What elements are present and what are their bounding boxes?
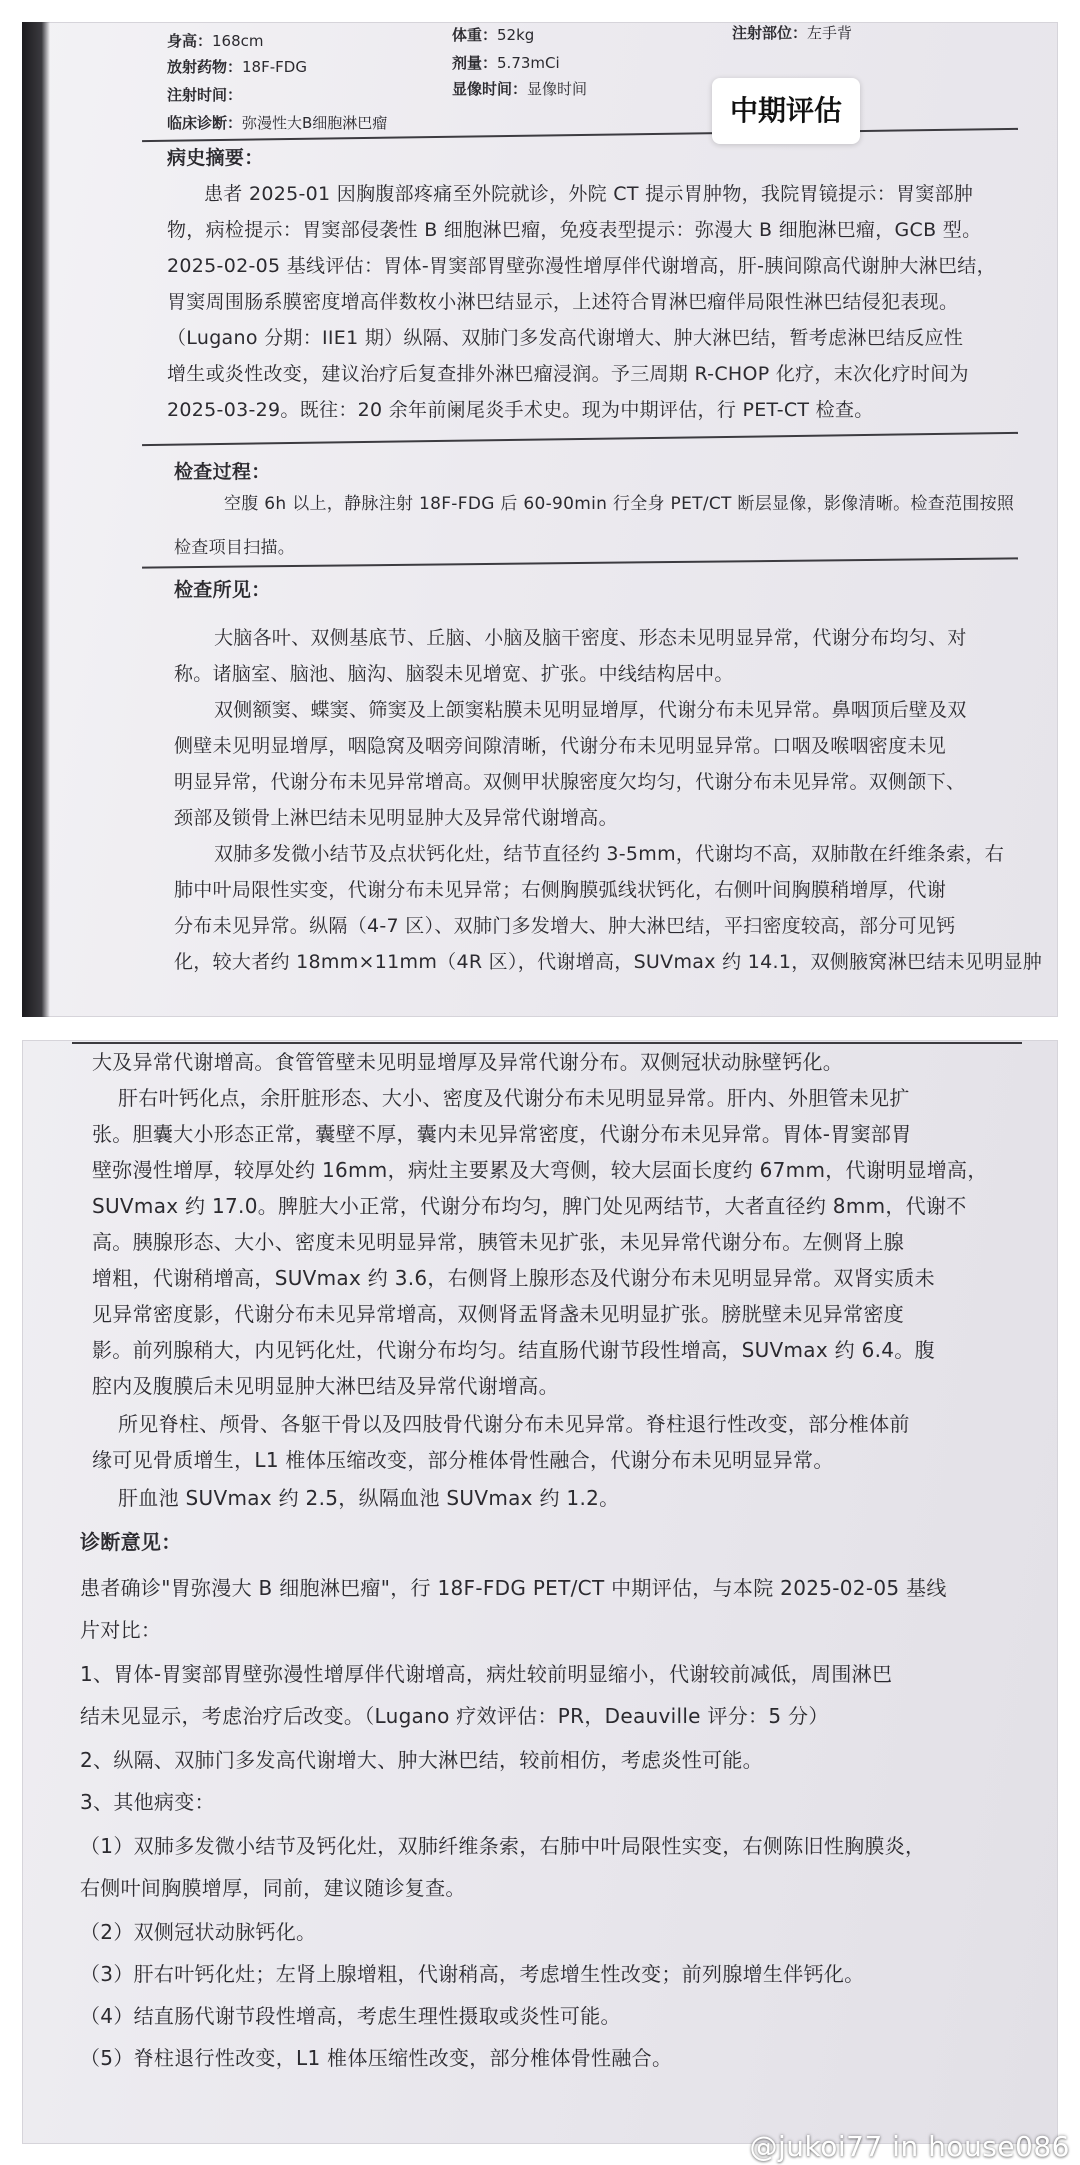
- diagnosis-line: 右侧叶间胸膜增厚，同前，建议随诊复查。: [80, 1876, 466, 1900]
- section-divider: [72, 1042, 1022, 1044]
- history-line: （Lugano 分期：IIE1 期）纵隔、双肺门多发高代谢增大、肿大淋巴结，暂考虑淋巴结反应性: [167, 327, 964, 349]
- findings-title: 检查所见：: [174, 579, 271, 601]
- diagnosis-line: （5）脊柱退行性改变，L1 椎体压缩性改变，部分椎体骨性融合。: [80, 2046, 673, 2070]
- report-photo-top: [22, 22, 1058, 1017]
- findings-line: 双侧额窦、蝶窦、筛窦及上颌窦粘膜未见明显增厚，代谢分布未见异常。鼻咽顶后壁及双: [214, 699, 967, 721]
- findings-line: 所见脊柱、颅骨、各躯干骨以及四肢骨代谢分布未见异常。脊柱退行性改变，部分椎体前: [118, 1412, 910, 1436]
- history-line: 增生或炎性改变，建议治疗后复查排外淋巴瘤浸润。予三周期 R-CHOP 化疗，末次化疗时间为: [167, 363, 969, 385]
- dose-field: 剂量：5.73mCi: [452, 54, 560, 72]
- injection-time-field: 注射时间：: [167, 86, 243, 104]
- watermark-text: @jukoi77 in house086: [749, 2130, 1070, 2163]
- findings-line: 肝右叶钙化点，余肝脏形态、大小、密度及代谢分布未见明显异常。肝内、外胆管未见扩: [118, 1086, 910, 1110]
- findings-line: 缘可见骨质增生，L1 椎体压缩改变，部分椎体骨性融合，代谢分布未见明显异常。: [92, 1448, 834, 1472]
- history-line: 2025-03-29。既往：20 余年前阑尾炎手术史。现为中期评估，行 PET-CT 检查。: [167, 399, 874, 421]
- diagnosis-line: 结未见显示，考虑治疗后改变。（Lugano 疗效评估：PR，Deauville 评分：5 分）: [80, 1704, 829, 1728]
- tracer-field: 放射药物：18F-FDG: [167, 58, 307, 76]
- history-line: 2025-02-05 基线评估：胃体-胃窦部胃壁弥漫性增厚伴代谢增高，肝-胰间隙高代谢肿大淋巴结，: [167, 255, 996, 277]
- injection-site-field: 注射部位：左手背: [732, 24, 853, 42]
- findings-line: 影。前列腺稍大，内见钙化灶，代谢分布均匀。结直肠代谢节段性增高，SUVmax 约 6.4。腹: [92, 1338, 935, 1362]
- findings-line: 颈部及锁骨上淋巴结未见明显肿大及异常代谢增高。: [174, 807, 618, 829]
- findings-line: 大脑各叶、双侧基底节、丘脑、小脑及脑干密度、形态未见明显异常，代谢分布均匀、对: [214, 627, 967, 649]
- findings-line: 双肺多发微小结节及点状钙化灶，结节直径约 3-5mm，代谢均不高，双肺散在纤维条索，右: [214, 843, 1004, 865]
- clinical-diagnosis-field: 临床诊断：弥漫性大B细胞淋巴瘤: [167, 114, 388, 132]
- diagnosis-title: 诊断意见：: [80, 1530, 182, 1554]
- findings-line: 肝血池 SUVmax 约 2.5，纵隔血池 SUVmax 约 1.2。: [118, 1486, 620, 1510]
- diagnosis-line: （2）双侧冠状动脉钙化。: [80, 1920, 317, 1944]
- findings-line: 腔内及腹膜后未见明显肿大淋巴结及异常代谢增高。: [92, 1374, 559, 1398]
- findings-line: 增粗，代谢稍增高，SUVmax 约 3.6，右侧肾上腺形态及代谢分布未见明显异常。双肾实质未: [92, 1266, 935, 1290]
- diagnosis-line: 3、其他病变：: [80, 1790, 215, 1814]
- findings-line: 分布未见异常。纵隔（4-7 区）、双肺门多发增大、肿大淋巴结，平扫密度较高，部分可见钙: [174, 915, 956, 937]
- findings-line: 化，较大者约 18mm×11mm（4R 区），代谢增高，SUVmax 约 14.1，双侧腋窝淋巴结未见明显肿: [174, 951, 1043, 973]
- diagnosis-line: 片对比：: [80, 1618, 162, 1642]
- process-line: 空腹 6h 以上，静脉注射 18F-FDG 后 60-90min 行全身 PET/CT 断层显像，影像清晰。检查范围按照: [224, 494, 1015, 514]
- findings-line: 壁弥漫性增厚，较厚处约 16mm，病灶主要累及大弯侧，较大层面长度约 67mm，代谢明显增高，: [92, 1158, 988, 1182]
- findings-line: 大及异常代谢增高。食管管壁未见明显增厚及异常代谢分布。双侧冠状动脉壁钙化。: [92, 1050, 844, 1074]
- section-divider: [142, 432, 1018, 446]
- diagnosis-line: （3）肝右叶钙化灶；左肾上腺增粗，代谢稍高，考虑增生性改变；前列腺增生伴钙化。: [80, 1962, 865, 1986]
- imaging-time-field: 显像时间：显像时间: [452, 80, 588, 98]
- findings-line: 见异常密度影，代谢分布未见异常增高，双侧肾盂肾盏未见明显扩张。膀胱壁未见异常密度: [92, 1302, 904, 1326]
- process-line: 检查项目扫描。: [174, 538, 296, 558]
- report-photo-bottom: [22, 1040, 1058, 2144]
- history-line: 物，病检提示：胃窦部侵袭性 B 细胞淋巴瘤，免疫表型提示：弥漫大 B 细胞淋巴瘤，GCB 型。: [167, 219, 982, 241]
- findings-line: SUVmax 约 17.0。脾脏大小正常，代谢分布均匀，脾门处见两结节，大者直径约 8mm，代谢不: [92, 1194, 967, 1218]
- diagnosis-line: （1）双肺多发微小结节及钙化灶，双肺纤维条索，右肺中叶局限性实变，右侧陈旧性胸膜炎，: [80, 1834, 926, 1858]
- process-title: 检查过程：: [174, 461, 271, 483]
- history-title: 病史摘要：: [167, 147, 264, 169]
- diagnosis-line: （4）结直肠代谢节段性增高，考虑生理性摄取或炎性可能。: [80, 2004, 621, 2028]
- findings-line: 高。胰腺形态、大小、密度未见明显异常，胰管未见扩张，未见异常代谢分布。左侧肾上腺: [92, 1230, 904, 1254]
- diagnosis-line: 患者确诊"胃弥漫大 B 细胞淋巴瘤"，行 18F-FDG PET/CT 中期评估，与本院 2025-02-05 基线: [80, 1576, 947, 1600]
- history-line: 患者 2025-01 因胸腹部疼痛至外院就诊，外院 CT 提示胃肿物，我院胃镜提示：胃窦部肿: [204, 183, 974, 205]
- height-field: 身高：168cm: [167, 32, 264, 50]
- history-line: 胃窦周围肠系膜密度增高伴数枚小淋巴结显示，上述符合胃淋巴瘤伴局限性淋巴结侵犯表现。: [167, 291, 959, 313]
- interim-evaluation-label: 中期评估: [712, 78, 860, 144]
- findings-line: 侧壁未见明显增厚，咽隐窝及咽旁间隙清晰，代谢分布未见明显异常。口咽及喉咽密度未见: [174, 735, 947, 757]
- diagnosis-line: 2、纵隔、双肺门多发高代谢增大、肿大淋巴结，较前相仿，考虑炎性可能。: [80, 1748, 763, 1772]
- weight-field: 体重：52kg: [452, 26, 535, 44]
- findings-line: 明显异常，代谢分布未见异常增高。双侧甲状腺密度欠均匀，代谢分布未见异常。双侧颌下、: [174, 771, 966, 793]
- findings-line: 张。胆囊大小形态正常，囊壁不厚，囊内未见异常密度，代谢分布未见异常。胃体-胃窦部胃: [92, 1122, 912, 1146]
- findings-line: 肺中叶局限性实变，代谢分布未见异常；右侧胸膜弧线状钙化，右侧叶间胸膜稍增厚，代谢: [174, 879, 947, 901]
- diagnosis-line: 1、胃体-胃窦部胃壁弥漫性增厚伴代谢增高，病灶较前明显缩小，代谢较前减低，周围淋巴: [80, 1662, 893, 1686]
- findings-line: 称。诸脑室、脑池、脑沟、脑裂未见增宽、扩张。中线结构居中。: [174, 663, 734, 685]
